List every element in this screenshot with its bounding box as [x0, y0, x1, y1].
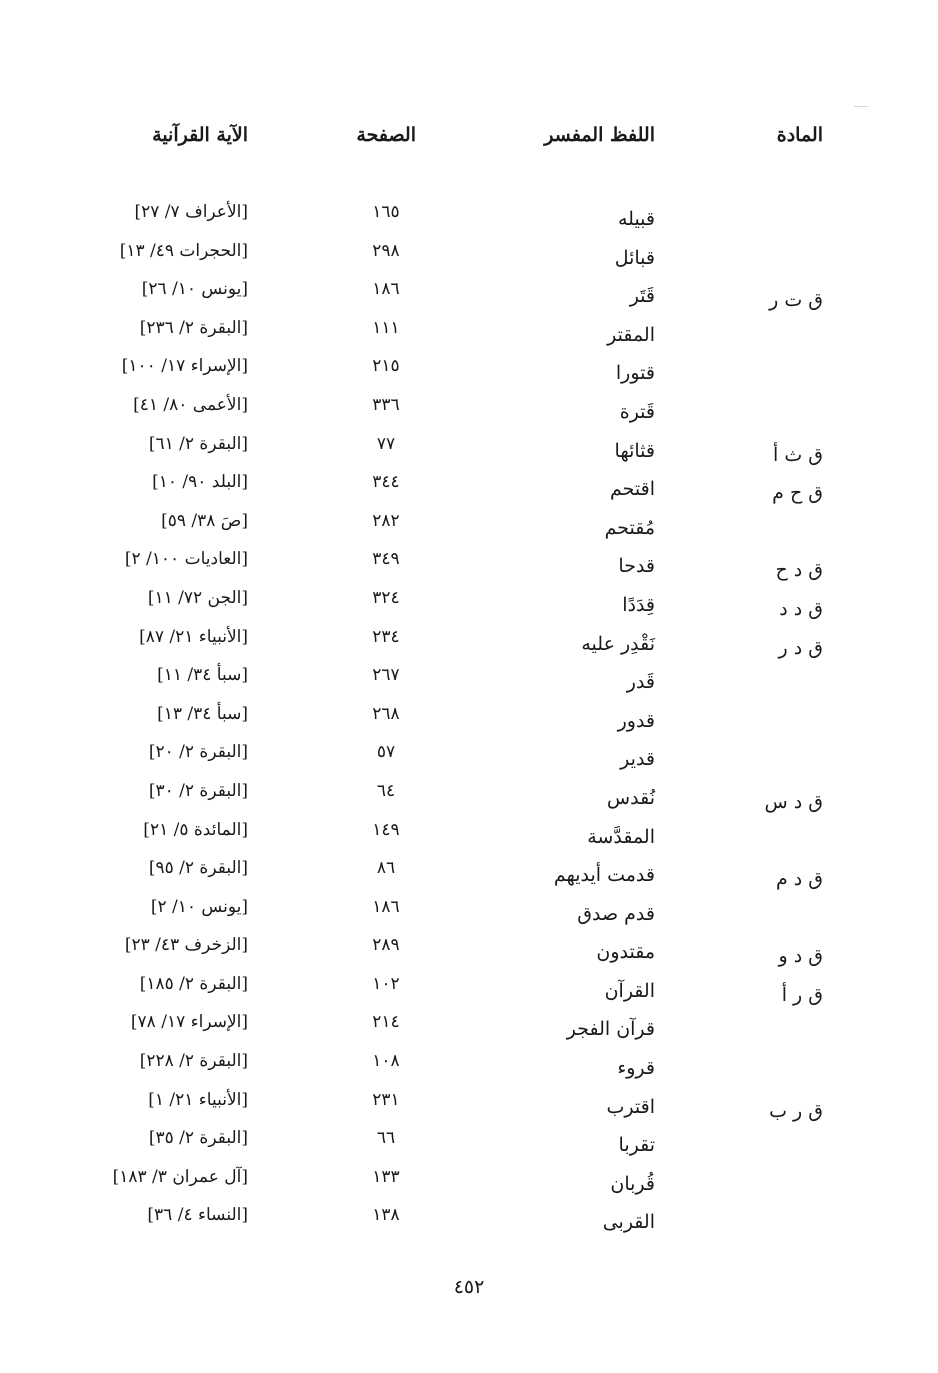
- table-row: [0, 1201, 938, 1240]
- verse-cell: [يونس ١٠/ ٢]: [150, 896, 248, 917]
- page-cell: ٣٣٦: [372, 394, 400, 415]
- word-cell: قَتَر: [629, 285, 655, 308]
- table-row: [0, 198, 938, 237]
- root-cell: ق ح م: [772, 482, 823, 505]
- verse-cell: [البقرة ٢/ ٢٢٨]: [139, 1051, 248, 1072]
- verse-cell: [النساء ٤/ ٣٦]: [147, 1205, 248, 1226]
- page-cell: ٢١٤: [372, 1012, 400, 1033]
- word-cell: نَقْدِر عليه: [581, 632, 655, 655]
- page-cell: ١٨٦: [372, 896, 400, 917]
- table-row: [0, 391, 938, 430]
- page-cell: ٢٩٨: [372, 240, 400, 261]
- word-cell: قَدر: [626, 671, 655, 694]
- verse-cell: [البقرة ٢/ ٣٥]: [148, 1128, 248, 1149]
- page-cell: ٢٣١: [372, 1089, 400, 1110]
- root-cell: ق ت ر: [769, 289, 823, 312]
- verse-cell: [يونس ١٠/ ٢٦]: [141, 279, 248, 300]
- page-cell: ٣٤٤: [372, 472, 400, 493]
- page-cell: ٢٨٢: [372, 510, 400, 531]
- page-cell: ١٠٨: [372, 1051, 400, 1072]
- verse-cell: [الأعمى ٨٠/ ٤١]: [133, 394, 248, 415]
- verse-cell: [سبأ ٣٤/ ١٣]: [157, 703, 248, 724]
- table-row: [0, 854, 938, 893]
- table-row: [0, 275, 938, 314]
- header-page: الصفحة: [356, 124, 416, 146]
- word-cell: قدير: [620, 748, 655, 771]
- table-row: [0, 931, 938, 970]
- table-row: [0, 507, 938, 546]
- word-cell: قبائل: [614, 246, 655, 269]
- verse-cell: [البقرة ٢/ ٢٠]: [148, 742, 248, 763]
- table-row: [0, 1163, 938, 1202]
- root-cell: ق ر ب: [769, 1099, 823, 1122]
- verse-cell: [الزخرف ٤٣/ ٢٣]: [124, 935, 248, 956]
- table-row: [0, 661, 938, 700]
- table-row: [0, 1124, 938, 1163]
- verse-cell: [البقرة ٢/ ٦١]: [148, 433, 248, 454]
- table-row: [0, 816, 938, 855]
- root-cell: ق د ر: [778, 636, 823, 659]
- word-cell: قثائها: [614, 439, 655, 462]
- verse-cell: [الأنبياء ٢١/ ٨٧]: [139, 626, 248, 647]
- table-header: [0, 124, 938, 158]
- page-cell: ٦٦: [376, 1128, 396, 1149]
- word-cell: قدور: [617, 709, 655, 732]
- page-cell: ١١١: [372, 317, 400, 338]
- word-cell: المقدَّسة: [587, 825, 655, 848]
- word-cell: قبيله: [617, 208, 655, 230]
- table-body: [0, 198, 938, 1240]
- table-row: [0, 970, 938, 1009]
- table-row: [0, 584, 938, 623]
- page-cell: ١٦٥: [372, 202, 400, 222]
- root-cell: ق د د: [779, 597, 823, 620]
- page-cell: ٣٤٩: [372, 549, 400, 570]
- word-cell: قِدَدًا: [622, 593, 655, 616]
- table-row: [0, 545, 938, 584]
- page-cell: ٢٦٧: [372, 665, 400, 686]
- verse-cell: [آل عمران ٣/ ١٨٣]: [112, 1166, 248, 1187]
- root-cell: ق ر أ: [781, 983, 823, 1006]
- word-cell: قَترة: [619, 400, 655, 423]
- word-cell: قُربان: [610, 1172, 655, 1195]
- table-row: [0, 352, 938, 391]
- verse-cell: [الحجرات ٤٩/ ١٣]: [119, 240, 248, 261]
- header-word: اللفظ المفسر: [544, 124, 655, 146]
- word-cell: قروء: [617, 1057, 655, 1080]
- page-cell: ٧٧: [376, 433, 396, 454]
- word-cell: تقربا: [618, 1134, 655, 1157]
- verse-cell: [العاديات ١٠٠/ ٢]: [124, 549, 248, 570]
- verse-cell: [الأنبياء ٢١/ ١]: [148, 1089, 248, 1110]
- verse-cell: [الإسراء ١٧/ ٧٨]: [130, 1012, 248, 1033]
- page-cell: ١٨٦: [372, 279, 400, 300]
- word-cell: القربى: [602, 1211, 655, 1234]
- page-number: ٤٥٢: [453, 1276, 485, 1298]
- root-cell: ق د ح: [775, 559, 823, 582]
- page-cell: ٢١٥: [372, 356, 400, 377]
- verse-cell: [البقرة ٢/ ١٨٥]: [139, 973, 248, 994]
- verse-cell: [سبأ ٣٤/ ١١]: [157, 665, 248, 686]
- page-cell: ١٤٩: [372, 819, 400, 840]
- table-row: [0, 430, 938, 469]
- verse-cell: [البقرة ٢/ ٢٣٦]: [139, 317, 248, 338]
- word-cell: قدمت أيديهم: [553, 864, 655, 887]
- word-cell: قدحا: [618, 555, 655, 578]
- verse-cell: [البقرة ٢/ ٩٥]: [148, 858, 248, 879]
- verse-cell: [البقرة ٢/ ٣٠]: [148, 780, 248, 801]
- page-cell: ١٣٨: [372, 1205, 400, 1226]
- root-cell: ق ث أ: [773, 443, 823, 466]
- verse-cell: [الجن ٧٢/ ١١]: [147, 587, 248, 608]
- page-cell: ٥٧: [376, 742, 396, 763]
- word-cell: نُقدس: [606, 786, 655, 809]
- table-row: [0, 700, 938, 739]
- verse-cell: [الأعراف ٧/ ٢٧]: [134, 202, 248, 222]
- verse-cell: [البلد ٩٠/ ١٠]: [152, 472, 248, 493]
- root-cell: ق د س: [764, 790, 823, 813]
- page-cell: ٢٨٩: [372, 935, 400, 956]
- table-row: [0, 777, 938, 816]
- root-cell: ق د م: [775, 868, 823, 891]
- word-cell: قتورا: [615, 362, 655, 385]
- table-row: [0, 738, 938, 777]
- word-cell: القرآن: [604, 979, 655, 1002]
- verse-cell: [الإسراء ١٧/ ١٠٠]: [121, 356, 248, 377]
- verse-cell: [صَ ٣٨/ ٥٩]: [161, 510, 248, 531]
- page-cell: ١٠٢: [372, 973, 400, 994]
- page-cell: ٣٢٤: [372, 587, 400, 608]
- word-cell: اقتحم: [609, 478, 655, 501]
- page-cell: ٨٦: [376, 858, 396, 879]
- page-cell: ٢٦٨: [372, 703, 400, 724]
- word-cell: قدم صدق: [577, 902, 655, 925]
- page-cell: ٢٣٤: [372, 626, 400, 647]
- table-row: [0, 1086, 938, 1125]
- word-cell: مُقتحم: [604, 516, 655, 539]
- table-row: [0, 237, 938, 276]
- page-cell: ٦٤: [376, 780, 396, 801]
- page-edge-mark: [854, 106, 868, 107]
- word-cell: قرآن الفجر: [566, 1018, 655, 1041]
- word-cell: مقتدون: [596, 941, 655, 964]
- verse-cell: [المائدة ٥/ ٢١]: [143, 819, 248, 840]
- table-row: [0, 1047, 938, 1086]
- table-row: [0, 468, 938, 507]
- page-cell: ١٣٣: [372, 1166, 400, 1187]
- table-row: [0, 314, 938, 353]
- table-row: [0, 1008, 938, 1047]
- word-cell: اقترب: [606, 1095, 655, 1118]
- word-cell: المقتر: [607, 323, 655, 346]
- header-verse: الآية القرآنية: [152, 124, 248, 146]
- header-root: المادة: [776, 124, 823, 146]
- table-row: [0, 623, 938, 662]
- table-row: [0, 893, 938, 932]
- root-cell: ق د و: [778, 945, 823, 968]
